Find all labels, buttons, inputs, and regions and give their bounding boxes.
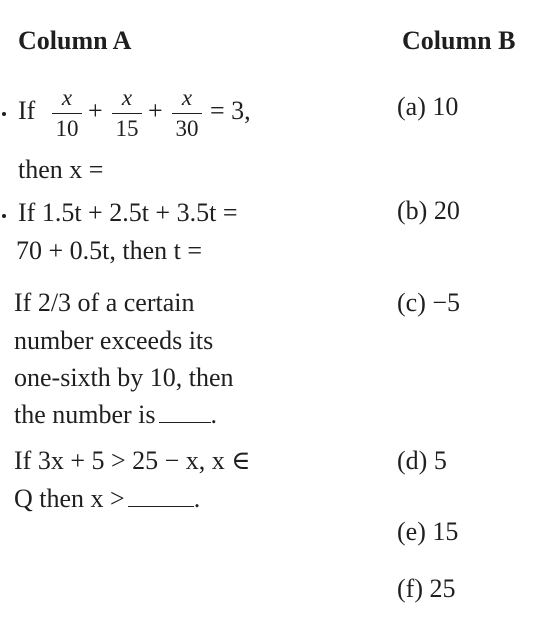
q3-line2: number exceeds its	[14, 326, 214, 355]
q4-line2: Q then x > .	[14, 484, 201, 513]
q2-line1: If 1.5t + 2.5t + 3.5t =	[18, 198, 238, 227]
answer-blank	[128, 488, 194, 507]
answer-option-b: (b) 20	[397, 196, 460, 225]
fraction-x-over-10: x 10	[50, 84, 84, 142]
bullet-dot	[2, 214, 6, 218]
q1-line2: then x =	[18, 155, 104, 184]
q3-line3: one-sixth by 10, then	[14, 363, 234, 392]
q2-line2: 70 + 0.5t, then t =	[16, 236, 203, 265]
fraction-x-over-15: x 15	[110, 84, 144, 142]
plus-sign: +	[88, 96, 103, 125]
answer-option-e: (e) 15	[397, 517, 459, 546]
answer-blank	[159, 404, 211, 423]
answer-option-d: (d) 5	[397, 446, 447, 475]
answer-option-f: (f) 25	[397, 574, 456, 603]
bullet-dot	[2, 112, 6, 116]
answer-option-c: (c) −5	[397, 288, 461, 317]
column-b-header: Column B	[402, 26, 516, 55]
q1-equals: = 3,	[210, 96, 251, 125]
answer-option-a: (a) 10	[397, 92, 459, 121]
q1-prefix: If	[18, 96, 36, 125]
column-a-header: Column A	[18, 26, 132, 55]
fraction-x-over-30: x 30	[170, 84, 204, 142]
q3-line4: the number is .	[14, 400, 218, 429]
q3-line1: If 2/3 of a certain	[14, 288, 195, 317]
plus-sign: +	[148, 96, 163, 125]
q4-line1: If 3x + 5 > 25 − x, x ∈	[14, 446, 251, 475]
